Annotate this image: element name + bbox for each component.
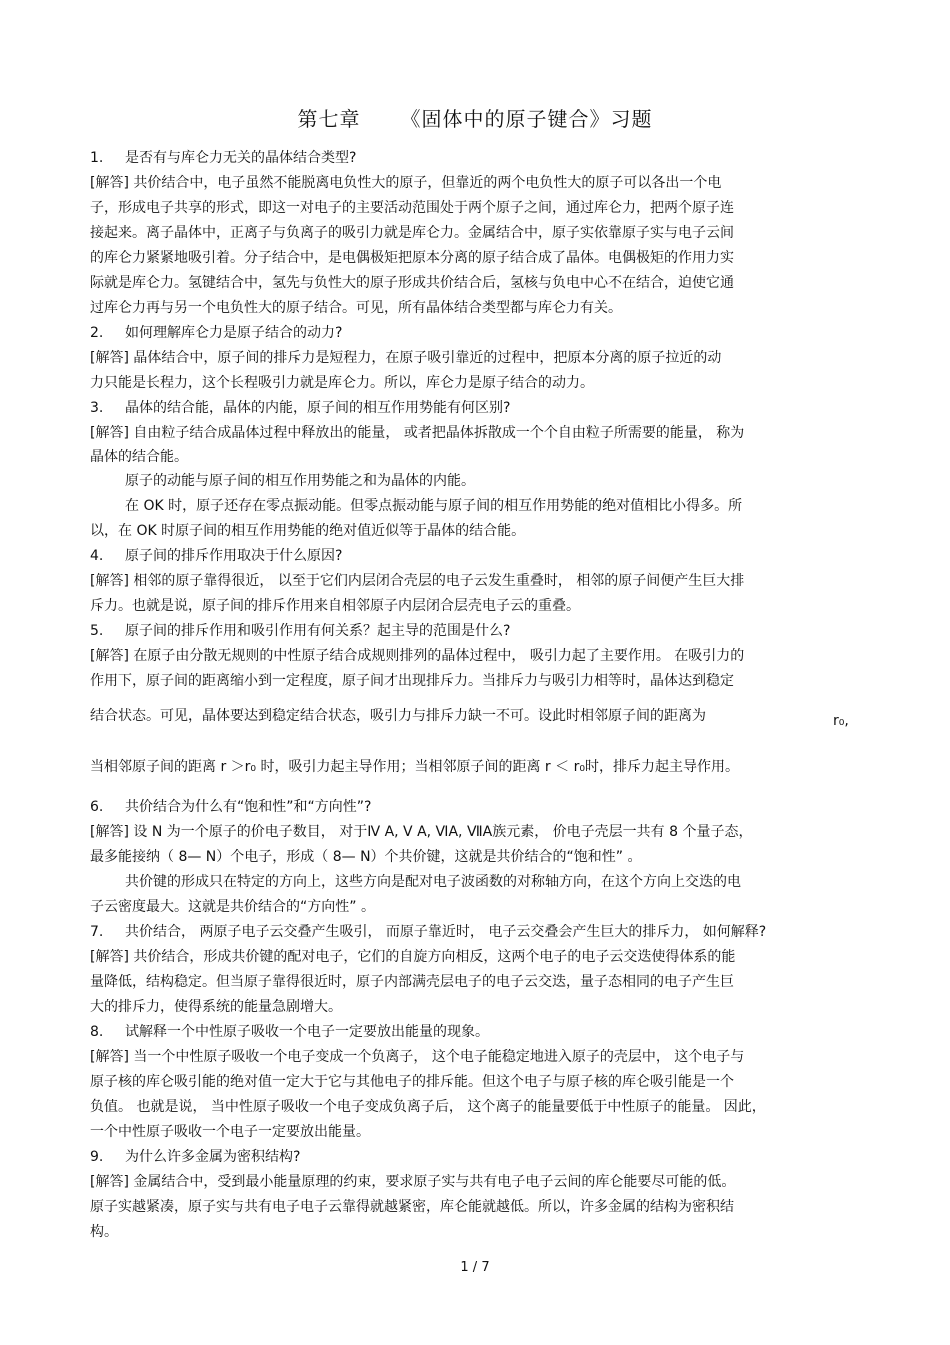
r0-label: r₀, xyxy=(833,713,849,729)
line-text: 子云密度最大。这就是共价结合的“方向性” 。 xyxy=(90,899,375,915)
line-text: 际就是库仑力。氢键结合中，氢先与负性大的原子形成共价结合后，氢核与负电中心不在结合，迫使它通 xyxy=(90,275,734,291)
line-text: 共价结合为什么有“饱和性”和“方向性”? xyxy=(125,799,372,815)
question-number: 1. xyxy=(90,150,104,166)
question-number: 2. xyxy=(90,325,104,341)
question-line xyxy=(90,546,342,566)
line-text: 如何理解库仑力是原子结合的动力? xyxy=(125,325,343,341)
body-line xyxy=(90,947,735,967)
line-text: [解答] 相邻的原子靠得很近， 以至于它们内层闭合壳层的电子云发生重叠时， 相邻的原子间便产生巨大排 xyxy=(90,573,745,589)
question-line xyxy=(90,323,342,343)
question-number: 7. xyxy=(90,924,104,940)
body-line xyxy=(90,1122,370,1142)
line-text: [解答] 自由粒子结合成晶体过程中释放出的能量， 或者把晶体拆散成一个个自由粒子所需要的能量， 称为 xyxy=(90,425,745,441)
body-line xyxy=(125,471,475,491)
page-title xyxy=(0,103,950,132)
body-line xyxy=(90,223,734,243)
line-text: 一个中性原子吸收一个电子一定要放出能量。 xyxy=(90,1124,370,1140)
question-number: 5. xyxy=(90,623,104,639)
question-line xyxy=(90,398,510,418)
body-line xyxy=(90,248,734,268)
question-line xyxy=(90,148,356,168)
line-text: 晶体的结合能。 xyxy=(90,449,188,465)
line-text: 为什么许多金属为密积结构? xyxy=(125,1149,301,1165)
line-text: 作用下，原子间的距离缩小到一定程度，原子间才出现排斥力。当排斥力与吸引力相等时，晶体达到稳定 xyxy=(90,673,734,689)
chapter-name: 《固体中的原子键合》习题 xyxy=(400,107,653,131)
body-line xyxy=(90,596,580,616)
body-line xyxy=(90,348,721,368)
line-text: 子，形成电子共享的形式，即这一对电子的主要活动范围处于两个原子之间，通过库仑力，把两个原子连 xyxy=(90,200,734,216)
line-text: 斥力。也就是说，原子间的排斥作用来自相邻原子内层闭合层壳电子云的重叠。 xyxy=(90,598,580,614)
line-text: 接起来。离子晶体中，正离子与负离子的吸引力就是库仑力。金属结合中，原子实依靠原子实与电子云间 xyxy=(90,225,734,241)
body-line xyxy=(90,1097,766,1117)
body-line xyxy=(90,521,525,541)
line-text: [解答] 共价结合中，电子虽然不能脱离电负性大的原子，但靠近的两个电负性大的原子可以各出一个电 xyxy=(90,175,722,191)
line-text: 当相邻原子间的距离 r ＞r₀ 时，吸引力起主导作用；当相邻原子间的距离 r ＜ r₀时，排斥力起主导作用。 xyxy=(90,759,739,775)
body-line xyxy=(90,373,594,393)
line-text: [解答] 当一个中性原子吸收一个电子变成一个负离子， 这个电子能稳定地进入原子的壳层中， 这个电子与 xyxy=(90,1049,745,1065)
body-line xyxy=(90,173,721,193)
question-line xyxy=(90,1022,489,1042)
line-text: [解答] 在原子由分散无规则的中性原子结合成规则排列的晶体过程中， 吸引力起了主要作用。 在吸引力的 xyxy=(90,648,745,664)
line-text: 共价键的形成只在特定的方向上，这些方向是配对电子波函数的对称轴方向，在这个方向上交迭的电 xyxy=(125,874,741,890)
body-line xyxy=(90,1197,734,1217)
question-number: 9. xyxy=(90,1149,104,1165)
line-text: 结合状态。可见，晶体要达到稳定结合状态，吸引力与排斥力缺一不可。设此时相邻原子间的距离为 xyxy=(90,708,706,724)
body-line xyxy=(90,972,734,992)
question-number: 8. xyxy=(90,1024,104,1040)
line-text: [解答] 晶体结合中，原子间的排斥力是短程力，在原子吸引靠近的过程中，把原本分离的原子拉近的动 xyxy=(90,350,722,366)
line-text: [解答] 金属结合中，受到最小能量原理的约束，要求原子实与共有电子电子云间的库仑能要尽可能的低。 xyxy=(90,1174,736,1190)
body-line xyxy=(90,298,622,318)
line-text: 最多能接纳（ 8— N）个电子，形成（ 8— N）个共价键，这就是共价结合的“饱和性” 。 xyxy=(90,849,642,865)
body-line xyxy=(90,1072,734,1092)
body-line xyxy=(125,496,742,516)
body-line xyxy=(90,671,734,691)
body-line xyxy=(90,1047,744,1067)
body-line xyxy=(90,198,734,218)
line-text: 量降低，结构稳定。但当原子靠得很近时，原子内部满壳层电子的电子云交迭，量子态相同的电子产生巨 xyxy=(90,974,734,990)
body-line xyxy=(90,273,734,293)
body-line xyxy=(90,1172,735,1192)
line-text: 原子间的排斥作用取决于什么原因? xyxy=(125,548,343,564)
line-text: 原子的动能与原子间的相互作用势能之和为晶体的内能。 xyxy=(125,473,475,489)
body-line xyxy=(90,646,744,666)
body-line xyxy=(90,447,188,467)
body-line xyxy=(90,847,642,867)
question-line xyxy=(90,1147,300,1167)
question-line xyxy=(90,621,510,641)
body-line xyxy=(125,872,741,892)
body-line xyxy=(90,822,752,842)
body-line xyxy=(90,706,706,726)
line-text: 大的排斥力，使得系统的能量急剧增大。 xyxy=(90,999,342,1015)
body-line xyxy=(90,571,744,591)
body-line xyxy=(90,997,342,1017)
line-text: 共价结合， 两原子电子云交叠产生吸引， 而原子靠近时， 电子云交叠会产生巨大的排斥力， 如何解释? xyxy=(125,924,767,940)
line-text: 过库仑力再与另一个电负性大的原子结合。可见，所有晶体结合类型都与库仑力有关。 xyxy=(90,300,622,316)
line-text: 晶体的结合能，晶体的内能，原子间的相互作用势能有何区别? xyxy=(125,400,511,416)
body-line xyxy=(90,423,744,443)
line-text: 构。 xyxy=(90,1224,118,1240)
question-number: 3. xyxy=(90,400,104,416)
chapter-label: 第七章 xyxy=(297,107,361,131)
page-number: 1 / 7 xyxy=(460,1260,490,1275)
line-text: 原子核的库仑吸引能的绝对值一定大于它与其他电子的排斥能。但这个电子与原子核的库仑吸引能是一个 xyxy=(90,1074,734,1090)
question-line xyxy=(90,797,371,817)
line-text: [解答] 共价结合，形成共价键的配对电子，它们的自旋方向相反，这两个电子的电子云交迭使得体系的能 xyxy=(90,949,736,965)
line-text: 负值。 也就是说， 当中性原子吸收一个电子变成负离子后， 这个离子的能量要低于中性原子的能量。 因此， xyxy=(90,1099,766,1115)
body-line xyxy=(90,897,375,917)
question-line xyxy=(90,922,766,942)
question-number: 4. xyxy=(90,548,104,564)
body-line xyxy=(90,757,739,777)
line-text: 是否有与库仑力无关的晶体结合类型? xyxy=(125,150,357,166)
line-text: 力只能是长程力，这个长程吸引力就是库仑力。所以，库仑力是原子结合的动力。 xyxy=(90,375,594,391)
line-text: 的库仑力紧紧地吸引着。分子结合中，是电偶极矩把原本分离的原子结合成了晶体。电偶极矩的作用力实 xyxy=(90,250,734,266)
line-text: 试解释一个中性原子吸收一个电子一定要放出能量的现象。 xyxy=(125,1024,489,1040)
line-text: 以，在 OK 时原子间的相互作用势能的绝对值近似等于晶体的结合能。 xyxy=(90,523,526,539)
body-line xyxy=(90,1222,118,1242)
line-text: 原子实越紧凑，原子实与共有电子电子云靠得就越紧密，库仑能就越低。所以，许多金属的结构为密积结 xyxy=(90,1199,734,1215)
line-text: 在 OK 时，原子还存在零点振动能。但零点振动能与原子间的相互作用势能的绝对值相比小得多。所 xyxy=(125,498,743,514)
line-text: [解答] 设 N 为一个原子的价电子数目， 对于Ⅳ A, Ⅴ A, ⅥA, ⅦA族元素， 价电子壳层一共有 8 个量子态， xyxy=(90,824,753,840)
line-text: 原子间的排斥作用和吸引作用有何关系？起主导的范围是什么? xyxy=(125,623,511,639)
question-number: 6. xyxy=(90,799,104,815)
